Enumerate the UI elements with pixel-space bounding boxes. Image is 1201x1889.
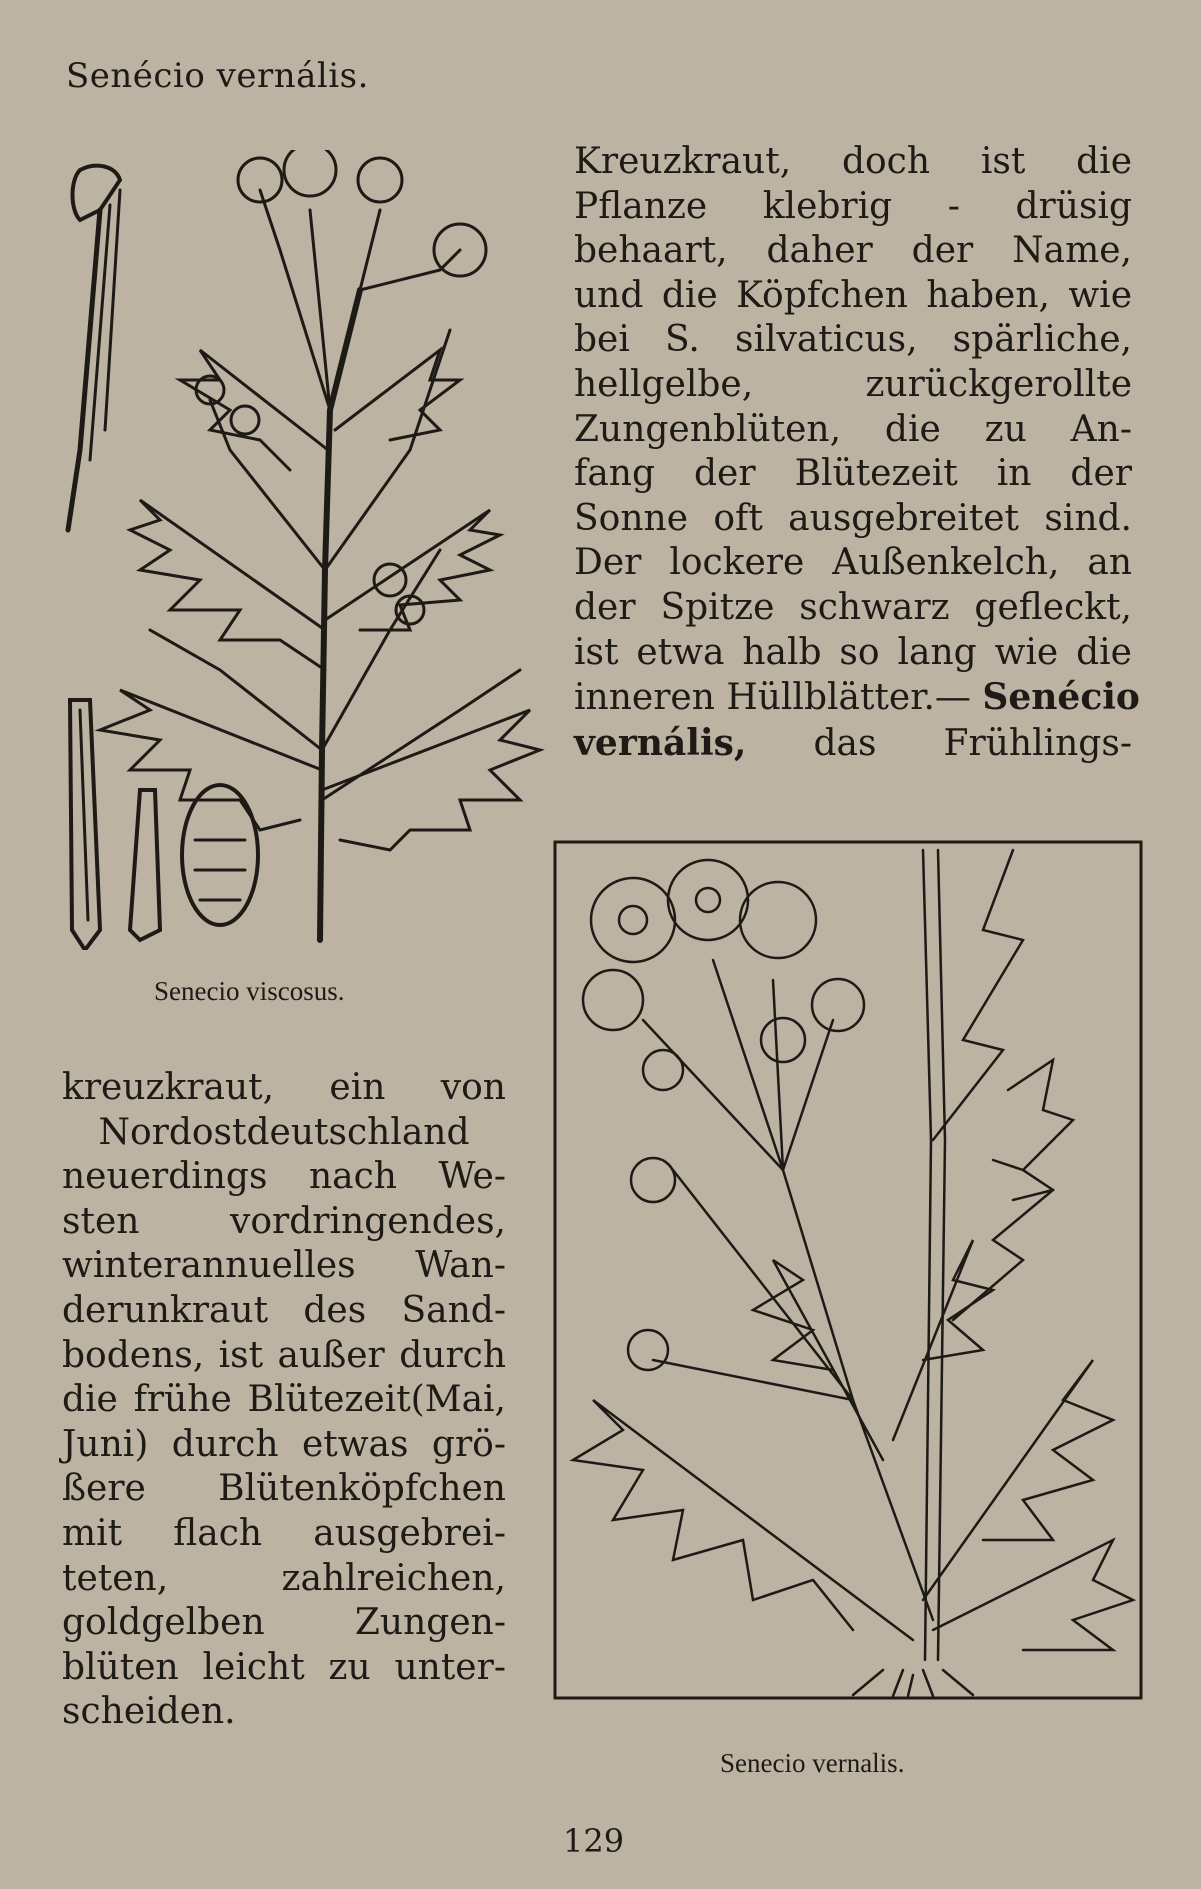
text-line: sten vordringendes, — [62, 1200, 506, 1242]
page-number: 129 — [563, 1822, 625, 1860]
text-line — [574, 721, 1132, 767]
text-line: der Spitze schwarz gefleckt, — [574, 586, 1132, 628]
text-line: Sonne oft ausgebreitet sind. — [574, 497, 1132, 539]
text-fragment: das Frühlings- — [813, 722, 1132, 764]
text-line: und die Köpfchen haben, wie — [574, 274, 1132, 316]
running-head: Senécio vernális. — [66, 56, 369, 96]
text-line: teten, zahlreichen, — [62, 1557, 506, 1599]
text-line: bei S. silvaticus, spärliche, — [574, 319, 1132, 361]
text-fragment: inneren Hüllblätter.— — [574, 677, 983, 719]
text-line: fang der Blütezeit in der — [574, 453, 1132, 495]
species-name-bold: vernális, — [574, 721, 747, 764]
text-line: Kreuzkraut, doch ist die — [574, 141, 1132, 182]
text-line: Nordostdeutschland — [98, 1111, 470, 1153]
text-line: scheiden. — [62, 1691, 236, 1733]
caption-senecio-vernalis: Senecio vernalis. — [720, 1748, 905, 1778]
species-name-bold: Senécio — [982, 676, 1140, 719]
text-line: derunkraut des Sand- — [62, 1289, 506, 1331]
text-line: behaart, daher der Name, — [574, 230, 1132, 272]
text-line: winterannuelles Wan- — [62, 1245, 506, 1287]
text-line: Zungenblüten, die zu An- — [574, 408, 1132, 450]
text-line: kreuzkraut, ein von — [62, 1067, 506, 1108]
text-line: bodens, ist außer durch — [62, 1334, 506, 1376]
text-line: hellgelbe, zurückgerollte — [574, 363, 1132, 405]
top-right-paragraph — [574, 140, 1140, 766]
senecio-vernalis-illustration — [553, 840, 1143, 1700]
text-line: Pflanze klebrig - drüsig — [574, 185, 1132, 227]
text-line — [574, 675, 1140, 721]
bottom-left-paragraph — [62, 1066, 506, 1735]
text-line: goldgelben Zungen- — [62, 1602, 506, 1644]
senecio-viscosus-illustration — [60, 150, 558, 950]
text-line: ßere Blütenköpfchen — [62, 1468, 506, 1510]
text-line: blüten leicht zu unter- — [62, 1646, 506, 1688]
text-line: ist etwa halb so lang wie die — [574, 631, 1132, 673]
text-line: Juni) durch etwas grö- — [62, 1423, 506, 1465]
text-line: die frühe Blütezeit(Mai, — [62, 1379, 506, 1421]
text-line: neuerdings nach We- — [62, 1156, 506, 1198]
text-line: Der lockere Außenkelch, an — [574, 542, 1132, 584]
text-line: mit flach ausgebrei- — [62, 1512, 506, 1554]
caption-senecio-viscosus: Senecio viscosus. — [154, 976, 345, 1006]
